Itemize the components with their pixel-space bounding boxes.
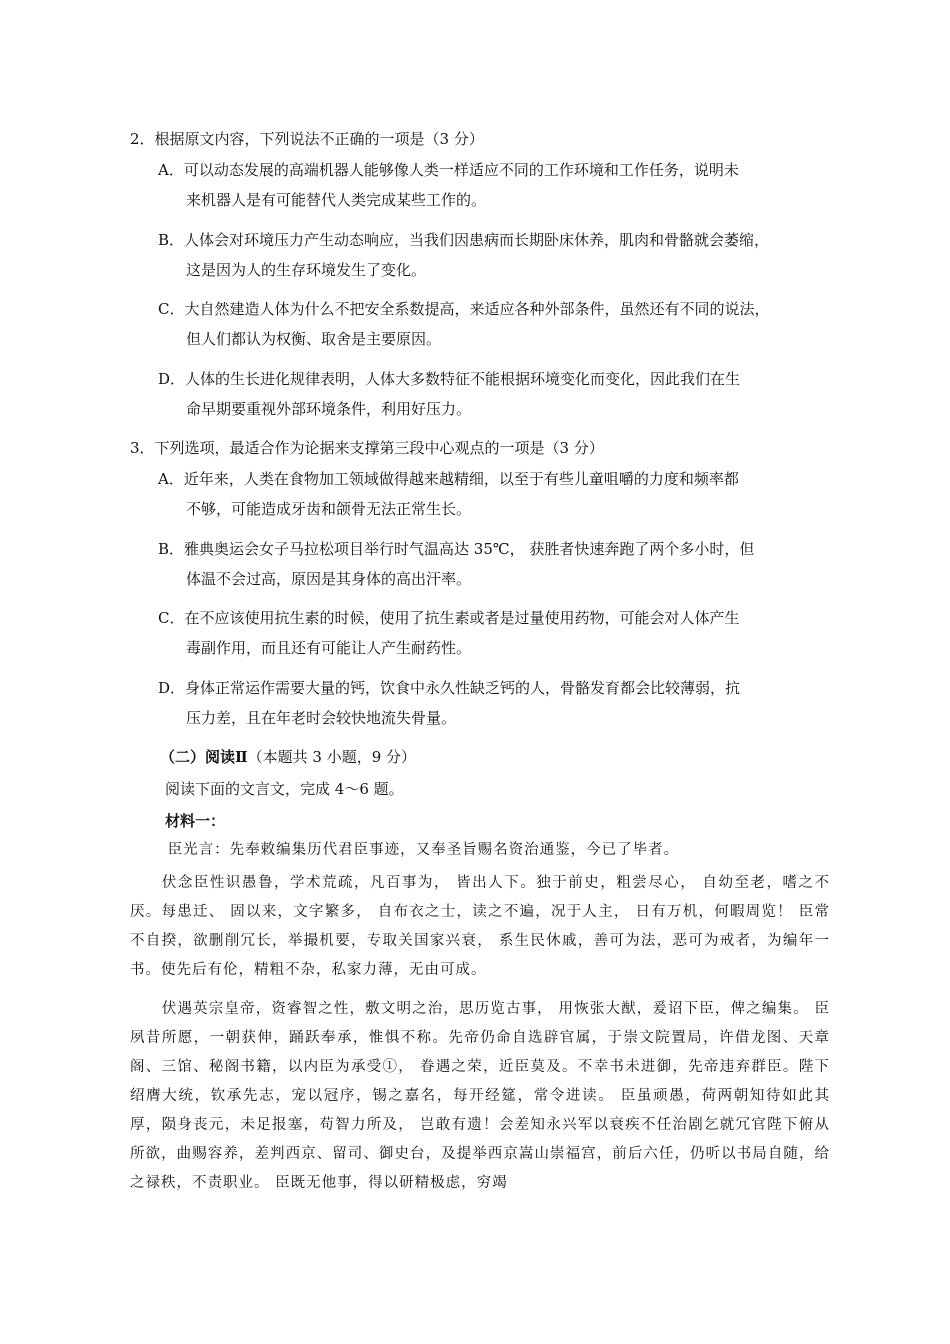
option-line-1: C．大自然建造人体为什么不把安全系数提高，来适应各种外部条件，虽然还有不同的说法， <box>158 300 770 318</box>
option-line-2: 命早期要重视外部环境条件，利用好压力。 <box>186 400 472 418</box>
option-line-1: B．人体会对环境压力产生动态响应，当我们因患病而长期卧床休养，肌肉和骨骼就会萎缩， <box>158 231 770 249</box>
question-3-option-d <box>158 673 818 733</box>
option-line-2: 压力差，且在年老时会较快地流失骨量。 <box>186 709 457 727</box>
option-line-1: C．在不应该使用抗生素的时候，使用了抗生素或者是过量使用药物，可能会对人体产生 <box>158 609 740 627</box>
option-line-2: 毒副作用，而且还有可能让人产生耐药性。 <box>186 639 472 657</box>
question-3-option-c <box>158 603 818 663</box>
question-2-option-d <box>158 364 818 424</box>
question-2-option-a <box>158 155 818 215</box>
option-line-1: A．近年来，人类在食物加工领域做得越来越精细，以至于有些儿童咀嚼的力度和频率都 <box>158 470 739 488</box>
question-3-option-b <box>158 534 818 594</box>
classical-paragraph-1: 臣光言：先奉敕编集历代君臣事迹，又奉圣旨赐名资治通鉴，今已了毕者。 <box>167 842 680 858</box>
option-line-1: B．雅典奥运会女子马拉松项目举行时气温高达 35℃， 获胜者快速奔跑了两个多小时，但 <box>158 540 755 558</box>
question-2-title: 2．根据原文内容，下列说法不正确的一项是（3 分） <box>130 130 484 148</box>
question-2-option-b <box>158 225 818 285</box>
section-instruction: 阅读下面的文言文，完成 4～6 题。 <box>165 780 404 798</box>
option-line-1: A．可以动态发展的高端机器人能够像人类一样适应不同的工作环境和工作任务，说明未 <box>158 161 739 179</box>
option-line-2: 但人们都认为权衡、取舍是主要原因。 <box>186 330 442 348</box>
classical-text <box>130 836 830 1198</box>
section-heading <box>160 746 416 767</box>
question-3-title: 3．下列选项，最适合作为论据来支撑第三段中心观点的一项是（3 分） <box>130 439 604 457</box>
option-line-2: 体温不会过高，原因是其身体的高出汗率。 <box>186 570 472 588</box>
question-3-option-a <box>158 464 818 524</box>
classical-paragraph-3: 伏遇英宗皇帝，资睿智之性，敷文明之治，思历览古事， 用恢张大猷，爰诏下臣，俾之编集。 臣夙昔所愿，一朝获伸，踊跃奉承，惟惧不称。先帝仍命自选辟官属，于崇文院置局，许借龙图、天章阁、三馆、秘阁书籍，以内臣为承受①， 眷遇之荣，近臣莫及。不幸书未进御，先帝违弃群臣。陛下绍膺大统，钦承先志，宠以冠序，锡之嘉名，每开经筵，常令进读。 臣虽顽愚，荷两朝知待如此其厚，陨身丧元，未足报塞，苟智力所及， 岂敢有遗！会差知永兴军以衰疾不任治剧乞就冗官陛下俯从所欲，曲赐容养，差判西京、留司、御史台，及提举西京嵩山崇福宫，前后六任，仍听以书局自随，给之禄秩，不责职业。 臣既无他事，得以研精极虑，穷竭 <box>130 1001 830 1191</box>
material-label: 材料一： <box>165 812 226 830</box>
section-heading-note: （本题共 3 小题，9 分） <box>247 748 417 766</box>
option-line-1: D．人体的生长进化规律表明，人体大多数特征不能根据环境变化而变化，因此我们在生 <box>158 370 741 388</box>
classical-paragraph-2: 伏念臣性识愚鲁，学术荒疏，凡百事为， 皆出人下。独于前史，粗尝尽心， 自幼至老，嗜之不厌。每患迁、 固以来，文字繁多， 自布衣之士，读之不遍，况于人主， 日有万机，何暇周览！ 臣常不自揆，欲删削冗长，举撮机要，专取关国家兴衰， 系生民休戚，善可为法，恶可为戒者，为编年一书。使先后有伦，精粗不杂，私家力薄，无由可成。 <box>130 875 830 978</box>
option-line-1: D．身体正常运作需要大量的钙，饮食中永久性缺乏钙的人，骨骼发育都会比较薄弱，抗 <box>158 679 741 697</box>
option-line-2: 这是因为人的生存环境发生了变化。 <box>186 261 427 279</box>
question-2-option-c <box>158 294 818 354</box>
option-line-2: 来机器人是有可能替代人类完成某些工作的。 <box>186 191 487 209</box>
section-heading-bold: （二）阅读Ⅱ <box>160 748 248 766</box>
option-line-2: 不够，可能造成牙齿和颌骨无法正常生长。 <box>186 500 472 518</box>
